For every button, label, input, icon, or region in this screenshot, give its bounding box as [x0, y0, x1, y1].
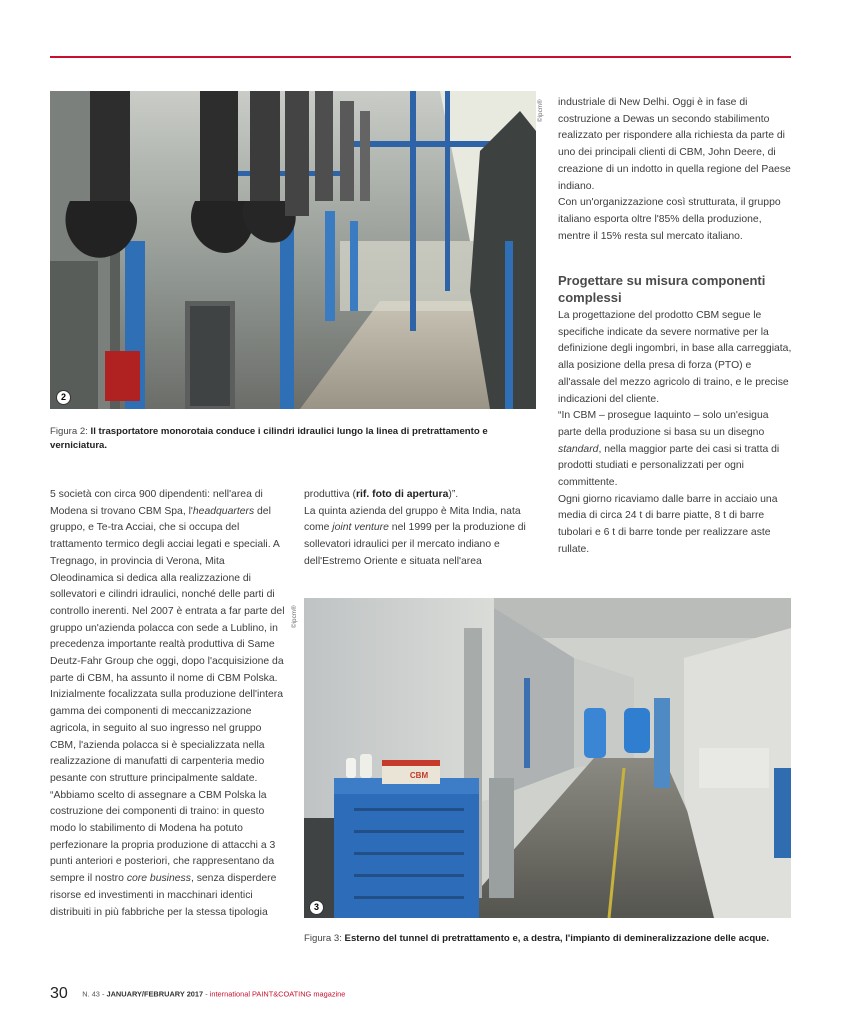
italic-run: headquarters: [192, 505, 255, 517]
figure-2-credit: ©ipcm®: [538, 99, 544, 122]
section-heading: Progettare su misura componenti complessi: [558, 273, 766, 305]
issue-number: N. 43 -: [82, 989, 107, 999]
paragraph: [304, 504, 541, 571]
body-column-1: [50, 487, 288, 921]
italic-run: joint venture: [332, 522, 389, 534]
paragraph: Ogni giorno ricaviamo dalle barre in acciaio una media di circa 24 t di barre piatte, 8 t di barre tubolari e 6 t di barre tonde per realizzare aste rullate.: [558, 493, 778, 555]
bold-run: rif. foto di apertura: [355, 489, 449, 500]
text-run: “Abbiamo scelto di assegnare a CBM Polska la costruzione dei componenti di traino: in questo modo lo stabilimento di Modena ha potuto perfezionare la propria produzione di attacchi a 3 punti anteriori e posteriori, che rappresentano da sempre il nostro: [50, 789, 276, 885]
issue-date: JANUARY/FEBRUARY 2017: [106, 989, 204, 999]
text-run: del gruppo, e Te-tra Acciai, che si occupa del trattamento termico degli acciai legati e speciali. A Tregnago, in provincia di Verona, Mita Oleodinamica si dedica alla realizzazione di sollevatori e cilindri idraulici, nonché delle parti di controllo inerenti. Nel 2007 è entrata a far parte del gruppo un'azienda polacca con sede a Lublino, in precedenza importante realtà produttiva di Same Deutz-Fahr Group che oggi, dopo l'acquisizione da parte di CBM, ha assunto il nome di CBM Polska. Inizialmente focalizzata sulla produzione dell'intera gamma dei componenti di meccanizzazione agricola, in seguito al suo ingresso nel gruppo CBM, l'azienda polacca si è specializzata nella realizzazione di manufatti di carpenteria medio pesante con strutture principalmente saldate.: [50, 505, 285, 784]
italic-run: standard: [558, 443, 599, 455]
figure-2-number-badge: 2: [56, 390, 71, 405]
paragraph: Con un'organizzazione così strutturata, il gruppo italiano esporta oltre l'85% della produzione, mentre il 15% resta sul mercato italiano.: [558, 197, 781, 242]
text-run: “In CBM – prosegue Iaquinto – solo un'esigua parte della produzione si basa su un disegno: [558, 410, 769, 438]
page-footer: [50, 985, 345, 1003]
figure-3-caption: [304, 932, 786, 946]
paragraph: industriale di New Delhi. Oggi è in fase di costruzione a Dewas un secondo stabilimento realizzato per rispondere alla richiesta da parte di uno dei principali clienti di CBM, John Deere, di creazione di un indotto in quella regione del Paese indiano.: [558, 97, 791, 192]
figure-2-caption-text: Il trasportatore monorotaia conduce i cilindri idraulici lungo la linea di pretrattamento e verniciatura.: [50, 426, 488, 451]
page-number: 30: [50, 985, 68, 1002]
paragraph: La progettazione del prodotto CBM segue le specifiche indicate da severe normative per la definizione degli ingombri, in base alla carreggiata, alla posizione della presa di forza (PTO) e all'assale del mezzo agricolo di traino, e le precise indicazioni del cliente.: [558, 310, 792, 405]
body-column-2: [304, 487, 541, 571]
paragraph: [304, 487, 541, 504]
figure-3-number-badge: 3: [309, 900, 324, 915]
figure-3-photo: [304, 598, 791, 918]
figure-3-credit: ©ipcm®: [292, 605, 298, 628]
paragraph: [50, 487, 288, 788]
figure-3-caption-label: Figura 3:: [304, 933, 342, 944]
footer-separator: -: [203, 989, 210, 999]
figure-2-caption-label: Figura 2:: [50, 426, 88, 437]
magazine-name: international PAINT&COATING magazine: [209, 989, 346, 999]
text-run: , senza disperdere risorse ed investimenti in macchinari identici distribuiti in più fabbriche per la stessa tipologia: [50, 873, 277, 918]
top-rule: [50, 56, 791, 58]
figure-3-caption-text: Esterno del tunnel di pretrattamento e, a destra, l'impianto di demineralizzazione delle acque.: [344, 933, 770, 944]
footer-meta: [82, 989, 345, 998]
figure-2-photo: [50, 91, 536, 409]
figure-2-caption: [50, 425, 538, 453]
text-run: nel 1999 per la produzione di sollevatori idraulici per il mercato indiano e dell'Estremo Oriente e situata nell'area: [304, 522, 526, 567]
figure-3-box-label: CBM: [409, 771, 429, 780]
italic-run: core business: [126, 873, 191, 885]
text-run: 5 società con circa 900 dipendenti: nell'area di Modena si trovano CBM Spa, l': [50, 489, 263, 517]
body-column-3: [558, 95, 794, 245]
paragraph: [558, 408, 794, 492]
body-column-3-continued: [558, 308, 794, 559]
text-run: produttiva (: [304, 489, 356, 500]
text-run: La quinta azienda del gruppo è Mita India, nata come: [304, 505, 521, 534]
text-run: , nella maggior parte dei casi si tratta di prodotti studiati e personalizzati per ogni committente.: [558, 443, 780, 489]
text-run: )”.: [448, 489, 459, 500]
paragraph: [50, 788, 288, 922]
